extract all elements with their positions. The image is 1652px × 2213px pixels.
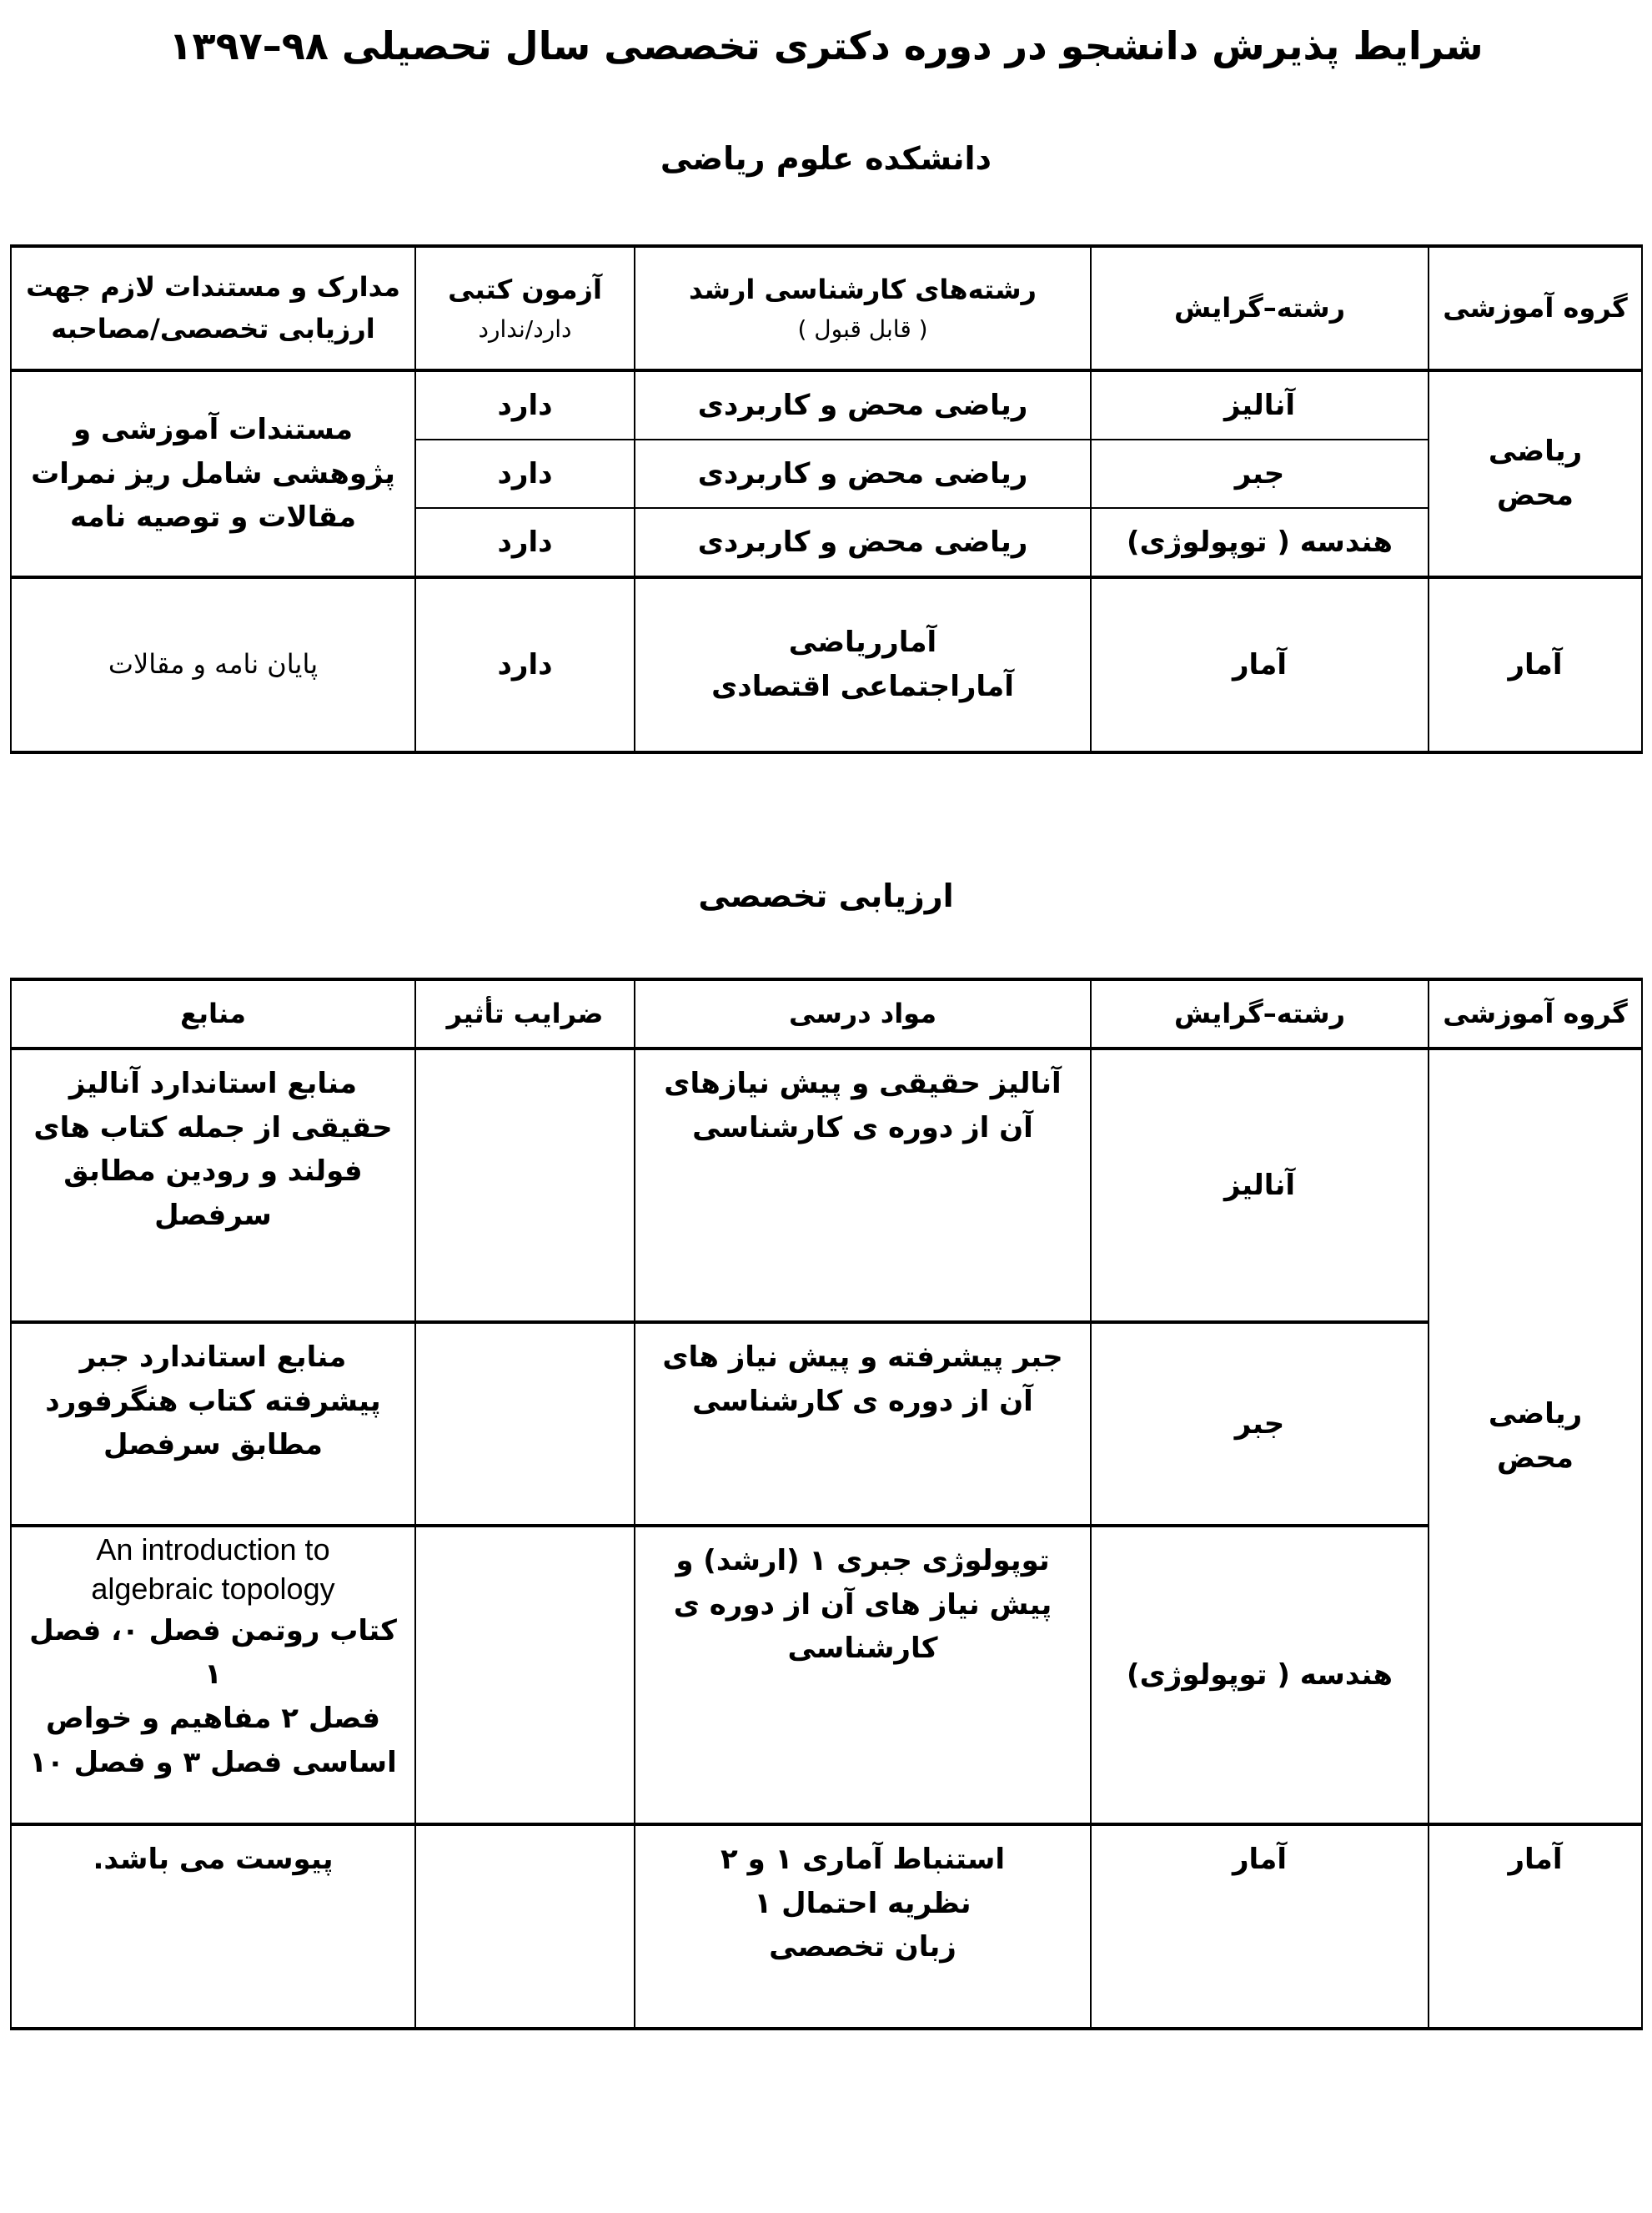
sources-line: حقیقی از جمله کتاب های	[33, 1110, 393, 1144]
courses-line: آن از دوره ی کارشناسی	[692, 1110, 1033, 1144]
courses-cell	[635, 1824, 1091, 2029]
specialized-evaluation-table	[10, 978, 1643, 2030]
table-header-row	[11, 979, 1642, 1049]
group-line1: ریاضی	[1488, 1397, 1583, 1431]
documents-line: پژوهشی شامل ریز نمرات	[31, 456, 395, 490]
header-written-exam-label: آزمون کتبی	[448, 274, 602, 305]
group-line2: محض	[1497, 1441, 1574, 1475]
sources-cell	[11, 1526, 415, 1824]
courses-line: کارشناسی	[787, 1632, 938, 1666]
documents-cell	[11, 370, 415, 577]
table-row	[11, 577, 1642, 752]
sources-line: منابع استاندارد آنالیز	[68, 1067, 358, 1100]
field-cell: هندسه ( توپولوژی)	[1091, 1526, 1429, 1824]
sources-line: پیشرفته کتاب هنگرفورد	[45, 1384, 381, 1418]
sources-line: منابع استاندارد جبر	[79, 1340, 347, 1374]
header-coefficients: ضرایب تأثیر	[415, 979, 635, 1049]
group-line1: ریاضی	[1488, 435, 1583, 469]
header-courses: مواد درسی	[635, 979, 1091, 1049]
header-written-exam-sub: دارد/ندارد	[478, 314, 572, 343]
header-documents	[11, 246, 415, 370]
header-field: رشته–گرایش	[1091, 979, 1429, 1049]
ms-fields-cell: ریاضی محض و کاربردی	[635, 508, 1091, 577]
coefficients-cell	[415, 1049, 635, 1322]
header-written-exam	[415, 246, 635, 370]
group-line2: محض	[1497, 479, 1574, 512]
courses-line: نظریه احتمال ۱	[754, 1886, 972, 1920]
courses-cell	[635, 1526, 1091, 1824]
documents-line: مستندات آموزشی و	[73, 412, 354, 446]
courses-line: آن از دوره ی کارشناسی	[692, 1384, 1033, 1418]
header-ms-fields	[635, 246, 1091, 370]
group-cell-statistics: آمار	[1429, 577, 1642, 752]
documents-cell: پایان نامه و مقالات	[11, 577, 415, 752]
table-row	[11, 1322, 1642, 1526]
field-cell: جبر	[1091, 440, 1429, 508]
written-exam-cell: دارد	[415, 508, 635, 577]
courses-line: آنالیز حقیقی و پیش نیازهای	[664, 1067, 1062, 1100]
admission-requirements-table	[10, 244, 1643, 754]
sources-english-line: An introduction to	[96, 1532, 330, 1567]
field-cell: آنالیز	[1091, 370, 1429, 440]
documents-line: مقالات و توصیه نامه	[69, 500, 357, 535]
courses-line: پیش نیاز های آن از دوره ی	[673, 1587, 1052, 1622]
written-exam-cell: دارد	[415, 440, 635, 508]
sources-english-line: algebraic topology	[91, 1571, 335, 1606]
field-cell: آمار	[1091, 1824, 1429, 2029]
table-row	[11, 1526, 1642, 1824]
sources-cell: پیوست می باشد.	[11, 1824, 415, 2029]
ms-fields-line: آماراجتماعی اقتصادی	[711, 670, 1014, 703]
courses-line: زبان تخصصی	[769, 1930, 957, 1964]
header-field: رشته–گرایش	[1091, 246, 1429, 370]
courses-cell	[635, 1322, 1091, 1526]
field-cell: آمار	[1091, 577, 1429, 752]
sources-line: سرفصل	[154, 1199, 272, 1233]
table-row	[11, 1824, 1642, 2029]
ms-fields-cell	[635, 577, 1091, 752]
sources-line: فصل ۲ مفاهیم و خواص	[46, 1701, 380, 1735]
coefficients-cell	[415, 1526, 635, 1824]
ms-fields-line: آمارریاضی	[788, 626, 937, 660]
header-sources: منابع	[11, 979, 415, 1049]
ms-fields-cell: ریاضی محض و کاربردی	[635, 370, 1091, 440]
sources-line: فولند و رودین مطابق	[63, 1154, 363, 1189]
courses-cell	[635, 1049, 1091, 1322]
sources-cell	[11, 1049, 415, 1322]
courses-line: جبر پیشرفته و پیش نیاز های	[662, 1340, 1063, 1374]
evaluation-heading: ارزیابی تخصصی	[698, 878, 954, 914]
written-exam-cell: دارد	[415, 370, 635, 440]
table-header-row	[11, 246, 1642, 370]
group-cell-pure-math	[1429, 1049, 1642, 1824]
ms-fields-cell: ریاضی محض و کاربردی	[635, 440, 1091, 508]
faculty-heading: دانشکده علوم ریاضی	[660, 140, 992, 177]
courses-line: توپولوژی جبری ۱ (ارشد) و	[675, 1544, 1050, 1577]
header-group: گروه آموزشی	[1429, 979, 1642, 1049]
coefficients-cell	[415, 1322, 635, 1526]
field-cell: جبر	[1091, 1322, 1429, 1526]
sources-line: مطابق سرفصل	[103, 1428, 323, 1462]
written-exam-cell: دارد	[415, 577, 635, 752]
coefficients-cell	[415, 1824, 635, 2029]
header-documents-line2: ارزیابی تخصصی/مصاحبه	[51, 312, 375, 345]
header-ms-fields-label: رشته‌های کارشناسی ارشد	[689, 274, 1037, 305]
field-cell: آنالیز	[1091, 1049, 1429, 1322]
group-cell-pure-math	[1429, 370, 1642, 577]
header-group: گروه آموزشی	[1429, 246, 1642, 370]
field-cell: هندسه ( توپولوژی)	[1091, 508, 1429, 577]
header-documents-line1: مدارک و مستندات لازم جهت	[26, 270, 400, 303]
courses-line: استنباط آماری ۱ و ۲	[720, 1843, 1006, 1876]
table-row	[11, 1049, 1642, 1322]
sources-line: اساسی فصل ۳ و فصل ۱۰	[29, 1745, 397, 1779]
header-ms-fields-sub: ( قابل قبول )	[797, 314, 928, 343]
group-cell-statistics: آمار	[1429, 1824, 1642, 2029]
sources-cell	[11, 1322, 415, 1526]
sources-line: کتاب روتمن فصل ۰، فصل ۱	[29, 1613, 397, 1692]
table-row	[11, 370, 1642, 440]
page-title: شرایط پذیرش دانشجو در دوره دکتری تخصصی سال تحصیلی ۹۸–۱۳۹۷	[168, 23, 1484, 68]
